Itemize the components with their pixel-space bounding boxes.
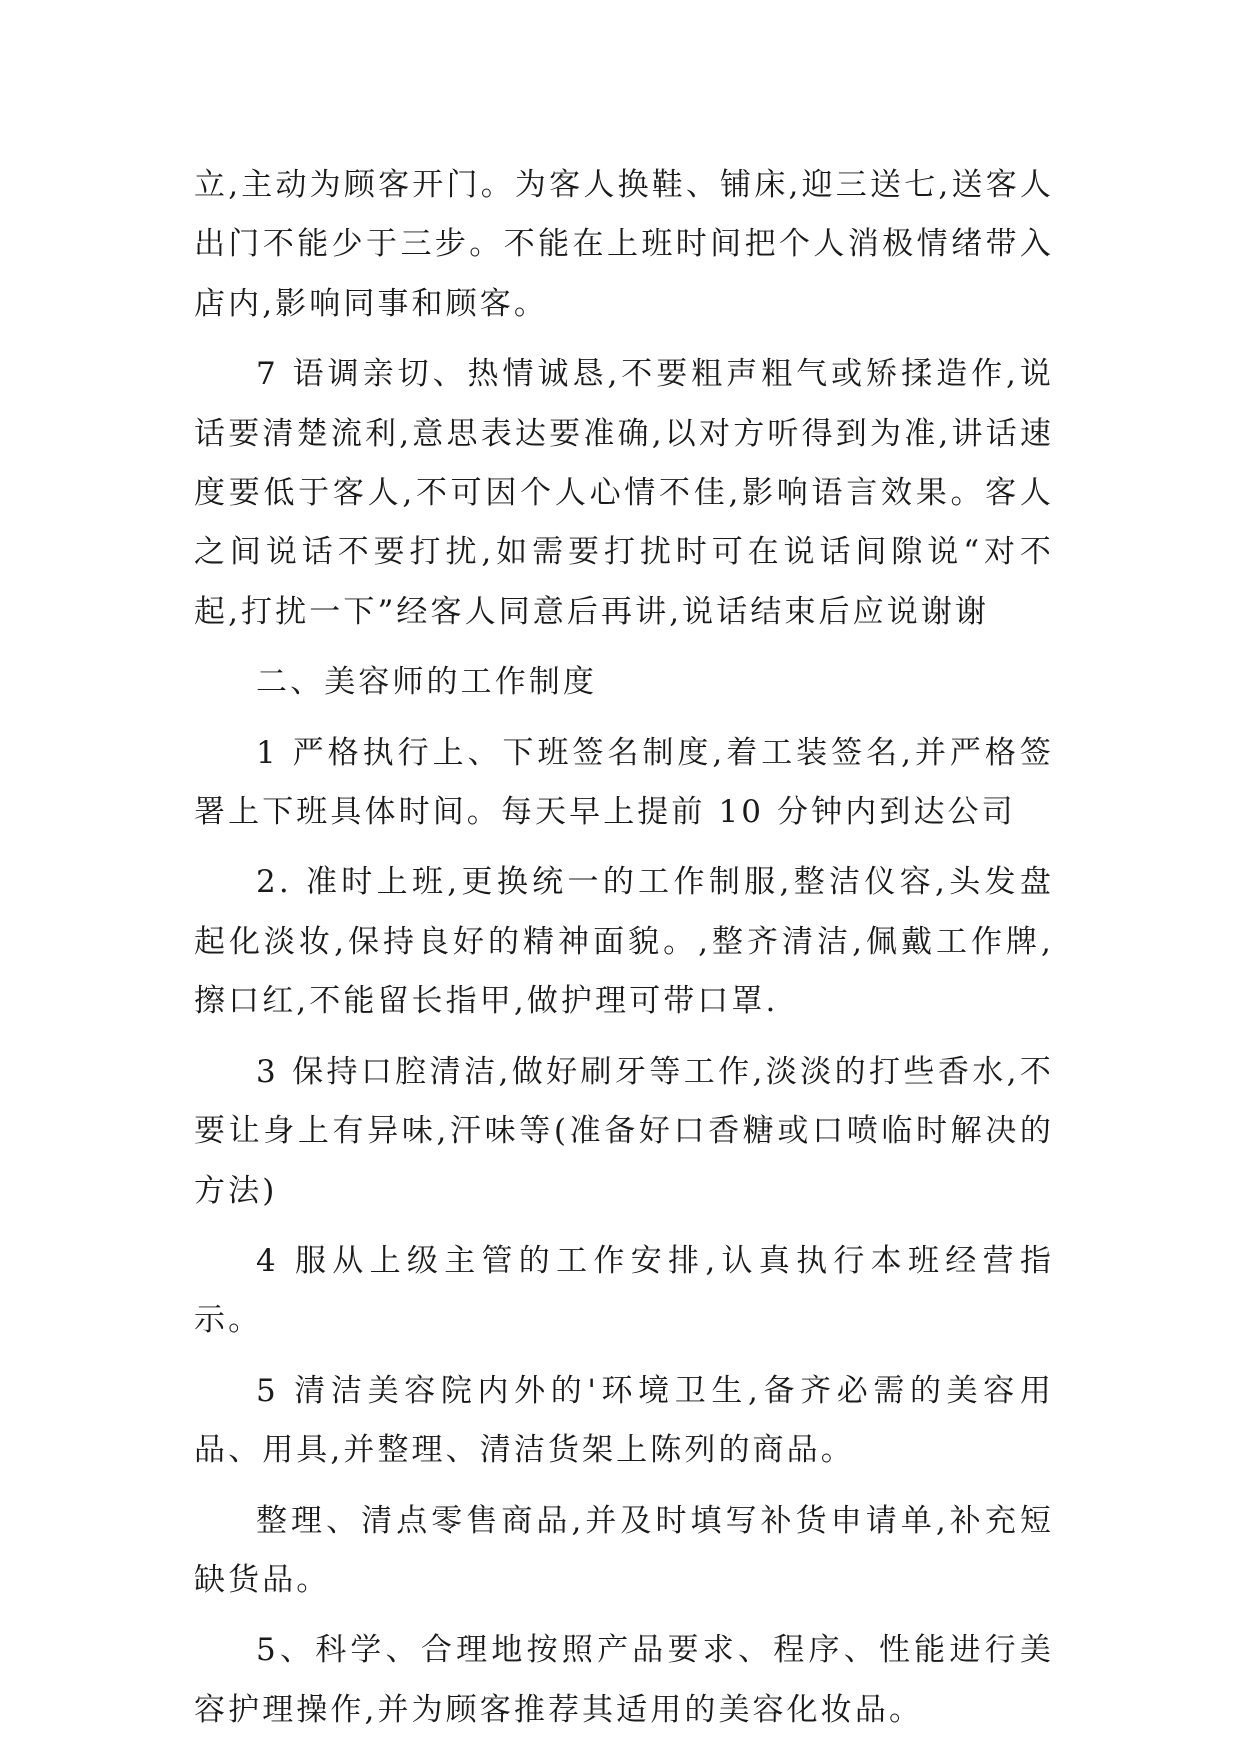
paragraph-inventory: 整理、清点零售商品,并及时填写补货申请单,补充短缺货品。 <box>194 1502 1054 1598</box>
paragraph-continuation: 立,主动为顾客开门。为客人换鞋、铺床,迎三送七,送客人出门不能少于三步。不能在上班时间把个人消极情绪带入店内,影响同事和顾客。 <box>194 167 1054 322</box>
paragraph-item-5-cleaning: 5 清洁美容院内外的'环境卫生,备齐必需的美容用品、用具,并整理、清洁货架上陈列的商品。 <box>194 1372 1054 1469</box>
paragraph-item-7-speech: 7 语调亲切、热情诚恳,不要粗声粗气或矫揉造作,说话要清楚流利,意思表达要准确,以对方听得到为准,讲话速度要低于客人,不可因个人心情不佳,影响语言效果。客人之间说话不要打扰,如需要打扰时可在说话间隙说“对不起,打扰一下”经客人同意后再讲,说话结束后应说谢谢 <box>194 356 1054 630</box>
paragraph-item-4-obey: 4 服从上级主管的工作安排,认真执行本班经营指示。 <box>194 1242 1054 1339</box>
section-heading-work-rules: 二、美容师的工作制度 <box>256 664 597 701</box>
document-page <box>194 156 1054 1751</box>
paragraph-item-5-care: 5、科学、合理地按照产品要求、程序、性能进行美容护理操作,并为顾客推荐其适用的美容化妆品。 <box>194 1632 1054 1728</box>
paragraph-item-3-hygiene: 3 保持口腔清洁,做好刷牙等工作,淡淡的打些香水,不要让身上有异味,汗味等(准备好口香糖或口喷临时解决的方法) <box>194 1053 1054 1209</box>
paragraph-item-1-sign-in: 1 严格执行上、下班签名制度,着工装签名,并严格签署上下班具体时间。每天早上提前 10 分钟内到达公司 <box>194 734 1054 831</box>
paragraph-item-2-punctuality: 2. 准时上班,更换统一的工作制服,整洁仪容,头发盘起化淡妆,保持良好的精神面貌。,整齐清洁,佩戴工作牌,擦口红,不能留长指甲,做护理可带口罩. <box>194 864 1054 1020</box>
